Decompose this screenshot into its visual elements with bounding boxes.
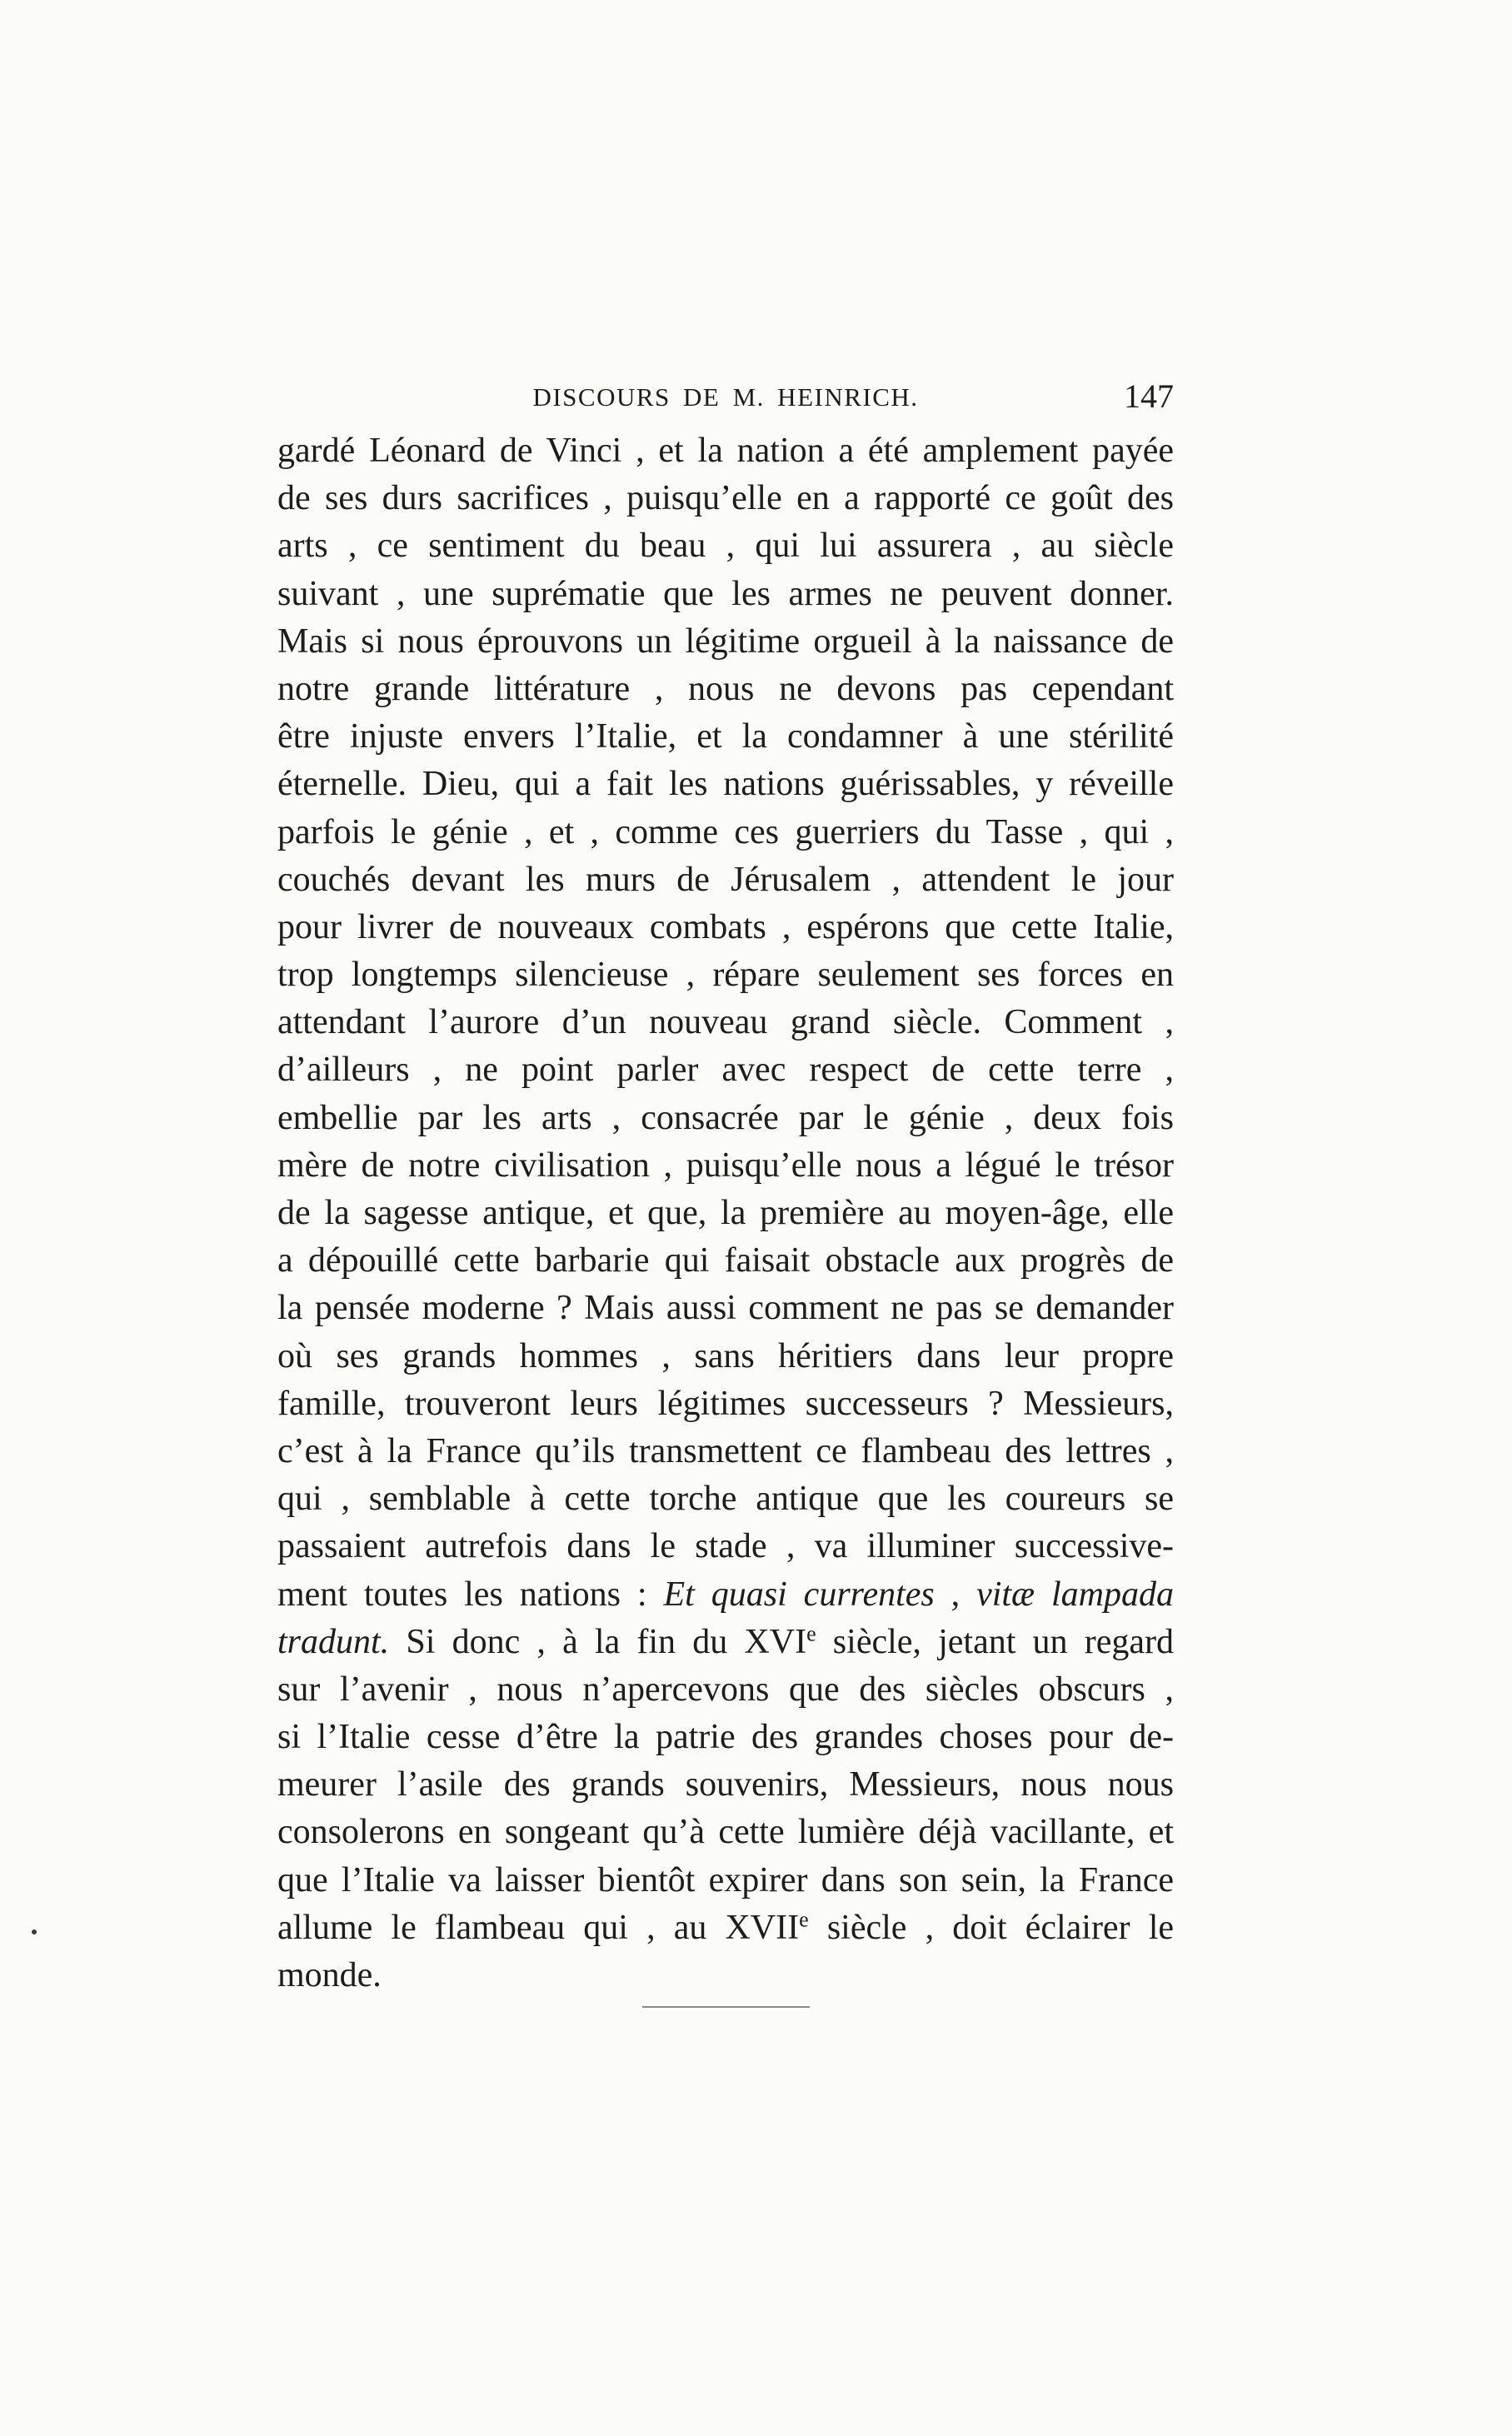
text-line: embellie par les arts , consacrée par le génie , deux fois: [277, 1098, 1174, 1137]
text-line: de ses durs sacrifices , puisqu’elle en a rapporté ce goût des: [277, 479, 1174, 518]
latin-quote-segment: vitæ lampada: [976, 1575, 1174, 1614]
text-segment: allume le flambeau qui , au XVII: [277, 1908, 800, 1947]
text-segment: siècle , doit éclairer le: [808, 1908, 1175, 1947]
text-line: d’ailleurs , ne point parler avec respect de cette terre ,: [277, 1051, 1174, 1090]
text-line: de la sagesse antique, et que, la première au moyen-âge, elle: [277, 1194, 1174, 1232]
text-line: être injuste envers l’Italie, et la condamner à une stérilité: [277, 717, 1174, 756]
ink-speck: [32, 1929, 37, 1934]
text-line: a dépouillé cette barbarie qui faisait obstacle aux progrès de: [277, 1241, 1174, 1280]
latin-quote-segment: tradunt.: [277, 1622, 390, 1661]
text-line: famille, trouveront leurs légitimes successeurs ? Messieurs,: [277, 1384, 1174, 1423]
text-segment: ,: [934, 1575, 977, 1614]
text-line: mère de notre civilisation , puisqu’elle nous a légué le trésor: [277, 1146, 1174, 1185]
text-line: couchés devant les murs de Jérusalem , attendent le jour: [277, 860, 1174, 899]
text-line: meurer l’asile des grands souvenirs, Messieurs, nous nous: [277, 1765, 1174, 1805]
text-line: pour livrer de nouveaux combats , espérons que cette Italie,: [277, 907, 1174, 946]
text-segment: siècle, jetant un regard: [816, 1622, 1174, 1661]
ordinal-superscript: e: [799, 1907, 809, 1932]
text-line: qui , semblable à cette torche antique que les coureurs se: [277, 1480, 1174, 1519]
text-line: passaient autrefois dans le stade , va illuminer successive-: [277, 1527, 1174, 1566]
page-number: 147: [1124, 377, 1174, 415]
text-line: la pensée moderne ? Mais aussi comment ne pas se demander: [277, 1289, 1174, 1328]
text-line: sur l’avenir , nous n’apercevons que des siècles obscurs ,: [277, 1670, 1174, 1709]
text-line: [277, 1904, 1174, 1952]
ordinal-superscript: e: [806, 1621, 816, 1646]
text-line: que l’Italie va laisser bientôt expirer dans son sein, la France: [277, 1860, 1174, 1899]
text-line: [277, 1571, 1174, 1619]
text-line: suivant , une suprématie que les armes ne peuvent donner.: [277, 574, 1174, 613]
end-rule: [642, 2006, 810, 2008]
text-line: parfois le génie , et , comme ces guerriers du Tasse , qui ,: [277, 812, 1174, 851]
text-line: où ses grands hommes , sans héritiers dans leur propre: [277, 1336, 1174, 1375]
running-title: DISCOURS DE M. HEINRICH.: [532, 382, 919, 412]
latin-quote-segment: Et quasi currentes: [663, 1575, 935, 1614]
text-line: notre grande littérature , nous ne devons pas cependant: [277, 669, 1174, 708]
text-line: consolerons en songeant qu’à cette lumière déjà vacillante, et: [277, 1813, 1174, 1852]
text-line-final: monde.: [277, 1956, 382, 1994]
text-line: éternelle. Dieu, qui a fait les nations guérissables, y réveille: [277, 765, 1174, 804]
text-line: trop longtemps silencieuse , répare seulement ses forces en: [277, 956, 1174, 995]
text-line: attendant l’aurore d’un nouveau grand siècle. Comment ,: [277, 1003, 1174, 1042]
text-line: si l’Italie cesse d’être la patrie des grandes choses pour de-: [277, 1718, 1174, 1757]
body-text: [277, 427, 1174, 1999]
text-segment: ment toutes les nations :: [277, 1575, 664, 1614]
text-line: c’est à la France qu’ils transmettent ce flambeau des lettres ,: [277, 1431, 1174, 1470]
text-line: Mais si nous éprouvons un légitime orgueil à la naissance de: [277, 621, 1174, 661]
text-line: [277, 1619, 1174, 1666]
text-segment: Si donc , à la fin du XVI: [389, 1622, 807, 1661]
text-line: gardé Léonard de Vinci , et la nation a été amplement payée: [277, 432, 1174, 470]
text-line: arts , ce sentiment du beau , qui lui assurera , au siècle: [277, 527, 1174, 566]
